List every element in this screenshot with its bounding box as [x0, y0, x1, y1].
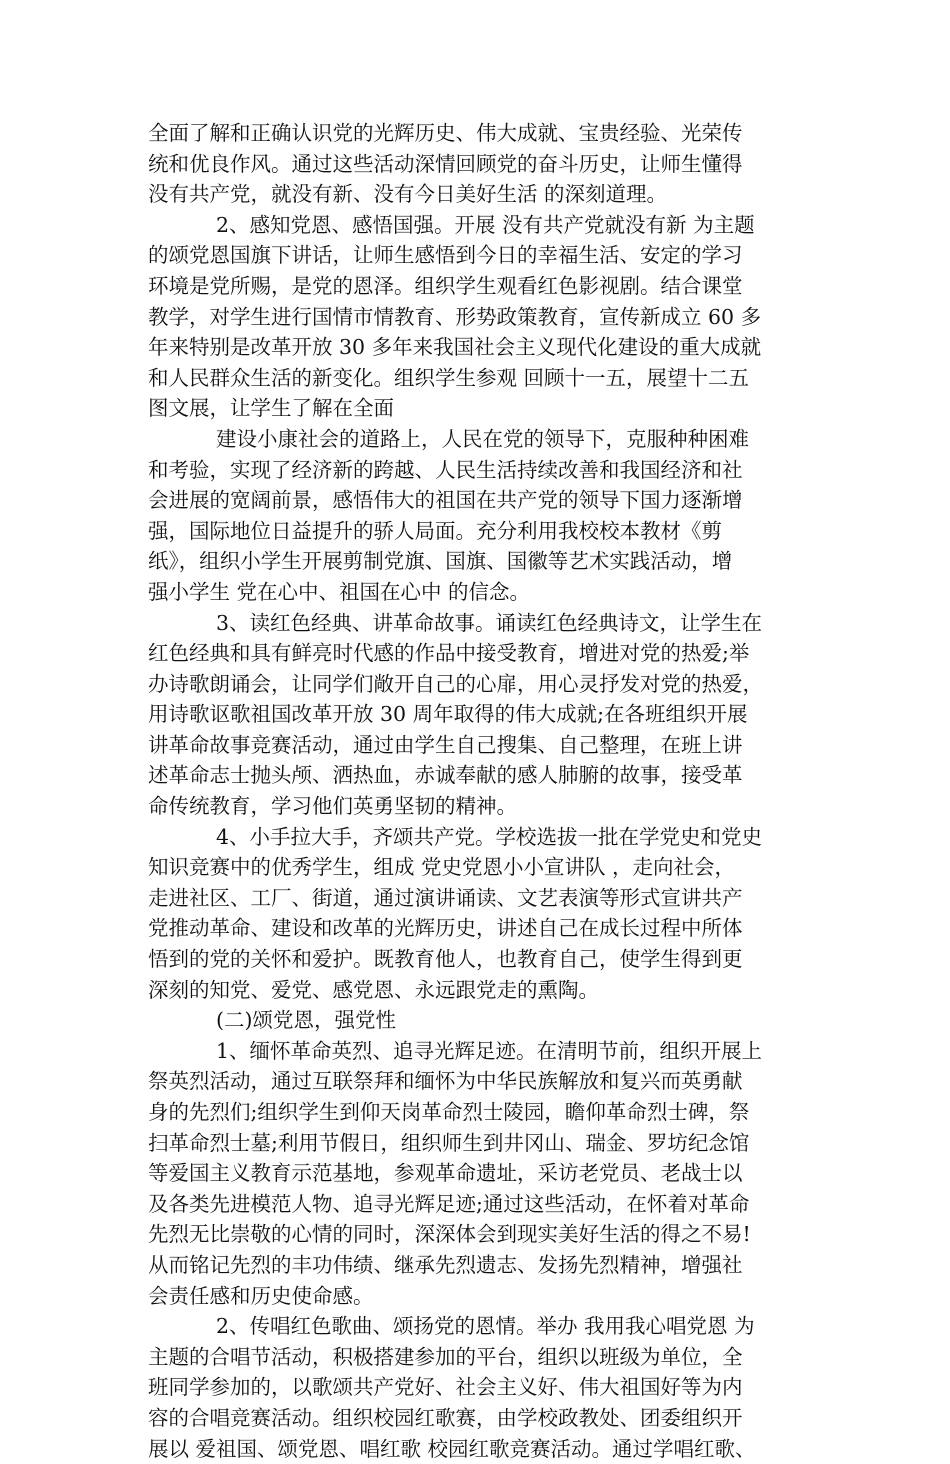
text-line: 主题的合唱节活动，积极搭建参加的平台，组织以班级为单位，全	[148, 1344, 743, 1369]
text-line: 教学，对学生进行国情市情教育、形势政策教育，宣传新成立 60 多	[148, 304, 762, 329]
text-line: 没有共产党，就没有新、没有今日美好生活 的深刻道理。	[148, 182, 668, 207]
text-line: 图文展，让学生了解在全面	[148, 396, 394, 421]
text-line: 从而铭记先烈的丰功伟绩、继承先烈遗志、发扬先烈精神，增强社	[148, 1252, 743, 1277]
text-line: 悟到的党的关怀和爱护。既教育他人，也教育自己，使学生得到更	[148, 947, 743, 972]
text-line: 年来特别是改革开放 30 多年来我国社会主义现代化建设的重大成就	[148, 335, 762, 360]
text-line: 会进展的宽阔前景，感悟伟大的祖国在共产党的领导下国力逐渐增	[148, 488, 743, 513]
body-text	[148, 118, 828, 1464]
text-line: 3、读红色经典、讲革命故事。诵读红色经典诗文，让学生在	[216, 610, 763, 635]
text-line: 等爱国主义教育示范基地，参观革命遗址，采访老党员、老战士以	[148, 1161, 743, 1186]
text-line: 和人民群众生活的新变化。组织学生参观 回顾十一五，展望十二五	[148, 365, 750, 390]
text-line: 身的先烈们;组织学生到仰天岗革命烈士陵园，瞻仰革命烈士碑，祭	[148, 1100, 750, 1124]
text-line: 全面了解和正确认识党的光辉历史、伟大成就、宝贵经验、光荣传	[148, 121, 743, 145]
text-line: 班同学参加的，以歌颂共产党好、社会主义好、伟大祖国好等为内	[148, 1375, 743, 1400]
text-line: 述革命志士抛头颅、洒热血，赤诚奉献的感人肺腑的故事，接受革	[148, 763, 743, 788]
text-line: 强，国际地位日益提升的骄人局面。充分利用我校校本教材《剪	[148, 518, 722, 543]
text-line: 容的合唱竞赛活动。组织校园红歌赛，由学校政教处、团委组织开	[148, 1405, 743, 1430]
text-line: 用诗歌讴歌祖国改革开放 30 周年取得的伟大成就;在各班组织开展	[148, 702, 748, 727]
text-line: 2、传唱红色歌曲、颂扬党的恩情。举办 我用我心唱党恩 为	[216, 1314, 755, 1339]
text-line: 和考验，实现了经济新的跨越、人民生活持续改善和我国经济和社	[148, 457, 743, 482]
text-line: 扫革命烈士墓;利用节假日，组织师生到井冈山、瑞金、罗坊纪念馆	[148, 1130, 750, 1155]
text-line: 展以 爱祖国、颂党恩、唱红歌 校园红歌竞赛活动。通过学唱红歌、	[148, 1436, 756, 1461]
text-line: 讲革命故事竞赛活动，通过由学生自己搜集、自己整理，在班上讲	[148, 732, 743, 757]
text-line: 党推动革命、建设和改革的光辉历史，讲述自己在成长过程中所体	[148, 916, 743, 941]
text-line: 及各类先进模范人物、追寻光辉足迹;通过这些活动，在怀着对革命	[148, 1191, 750, 1216]
text-line: 知识竞赛中的优秀学生，组成 党史党恩小小宣讲队 ，走向社会，	[148, 855, 736, 880]
text-line: 统和优良作风。通过这些活动深情回顾党的奋斗历史，让师生懂得	[148, 151, 743, 176]
text-line: 命传统教育，学习他们英勇坚韧的精神。	[148, 794, 517, 819]
text-line: 强小学生 党在心中、祖国在心中 的信念。	[148, 579, 531, 604]
text-line: 会责任感和历史使命感。	[148, 1283, 374, 1308]
text-line: 的颂党恩国旗下讲话，让师生感悟到今日的幸福生活、安定的学习	[148, 243, 743, 268]
text-line: (二)颂党恩，强党性	[216, 1008, 396, 1033]
text-line: 红色经典和具有鲜亮时代感的作品中接受教育，增进对党的热爱;举	[148, 641, 750, 666]
text-line: 办诗歌朗诵会，让同学们敞开自己的心扉，用心灵抒发对党的热爱，	[148, 671, 763, 696]
text-line: 4、小手拉大手，齐颂共产党。学校选拔一批在学党史和党史	[216, 824, 763, 849]
text-line: 深刻的知党、爱党、感党恩、永远跟党走的熏陶。	[148, 977, 599, 1002]
text-line: 祭英烈活动，通过互联祭拜和缅怀为中华民族解放和复兴而英勇献	[148, 1069, 743, 1094]
text-line: 1、缅怀革命英烈、追寻光辉足迹。在清明节前，组织开展上	[216, 1038, 763, 1063]
text-line: 纸》，组织小学生开展剪制党旗、国旗、国徽等艺术实践活动，增	[148, 549, 733, 574]
text-line: 2、感知党恩、感悟国强。开展 没有共产党就没有新 为主题	[216, 212, 755, 237]
text-line: 建设小康社会的道路上，人民在党的领导下，克服种种困难	[216, 426, 749, 451]
text-line: 先烈无比崇敬的心情的同时，深深体会到现实美好生活的得之不易!	[148, 1222, 751, 1247]
text-line: 环境是党所赐，是党的恩泽。组织学生观看红色影视剧。结合课堂	[148, 273, 743, 298]
text-line: 走进社区、工厂、街道，通过演讲诵读、文艺表演等形式宣讲共产	[148, 885, 743, 910]
